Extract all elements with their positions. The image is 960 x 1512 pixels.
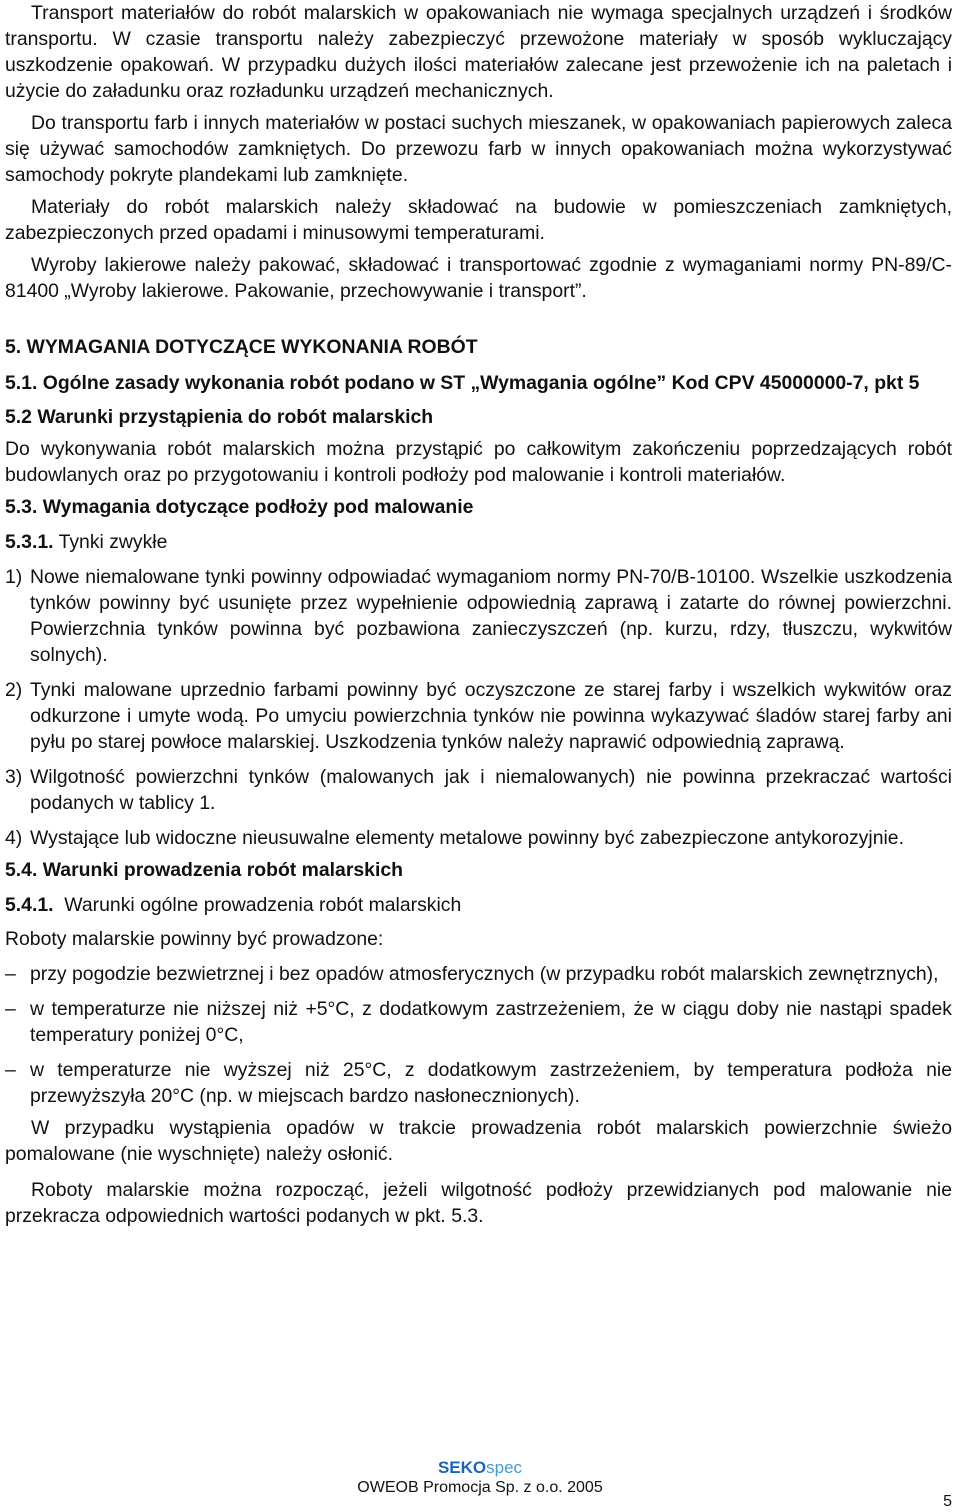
dash-list-item (5, 961, 952, 987)
list-item-number: 3) (5, 766, 23, 788)
start-paragraph: Roboty malarskie można rozpocząć, jeżeli wilgotność podłoży przewidzianych pod malowanie nie przekracza odpowiednich wartości podanych w pkt. 5.3. (5, 1179, 952, 1227)
dash-list-text: przy pogodzie bezwietrznej i bez opadów atmosferycznych (w przypadku robót malarskich zewnętrznych), (30, 963, 939, 985)
section-5-3-1-title: Tynki zwykłe (58, 531, 168, 553)
section-5-4-1-lead: Roboty malarskie powinny być prowadzone: (5, 928, 384, 950)
list-item (5, 564, 952, 668)
footer-company: OWEOB Promocja Sp. z o.o. 2005 (357, 1479, 603, 1496)
section-5-heading: 5. WYMAGANIA DOTYCZĄCE WYKONANIA ROBÓT (5, 336, 478, 358)
list-item-text: Wystające lub widoczne nieusuwalne elementy metalowe powinny być zabezpieczone antykorozyjnie. (30, 827, 904, 849)
numbered-list (5, 564, 952, 851)
dash-list-text: w temperaturze nie wyższej niż 25°C, z dodatkowym zastrzeżeniem, by temperatura podłoża nie przewyższyła 20°C (np. w miejscach bardzo nasłonecznionych). (30, 1059, 952, 1107)
dash-list (5, 961, 952, 1109)
section-5-4-heading: 5.4. Warunki prowadzenia robót malarskich (5, 859, 403, 881)
section-5-2-heading: 5.2 Warunki przystąpienia do robót malarskich (5, 406, 434, 428)
section-5-4-1-heading (5, 892, 952, 918)
dash-list-text: w temperaturze nie niższej niż +5°C, z dodatkowym zastrzeżeniem, że w ciągu doby nie nastąpi spadek temperatury poniżej 0°C, (30, 998, 952, 1046)
rain-paragraph: W przypadku wystąpienia opadów w trakcie prowadzenia robót malarskich powierzchnie świeżo pomalowane (nie wyschnięte) należy osłonić. (5, 1117, 952, 1165)
dash-marker: – (5, 963, 16, 985)
section-5-4-1-number: 5.4.1. (5, 894, 54, 916)
list-item-number: 4) (5, 827, 23, 849)
page-number: 5 (943, 1493, 952, 1510)
dash-list-item (5, 1057, 952, 1109)
section-5-3-1-heading (5, 529, 952, 555)
list-item-number: 1) (5, 566, 23, 588)
intro-paragraph-2: Do transportu farb i innych materiałów w postaci suchych mieszanek, w opakowaniach papierowych zaleca się używać samochodów zamkniętych. Do przewozu farb w innych opakowaniach można wykorzystywać samochody pokryte plandekami lub zamknięte. (5, 112, 952, 186)
document-page (5, 0, 952, 1229)
section-5-3-heading: 5.3. Wymagania dotyczące podłoży pod malowanie (5, 496, 474, 518)
intro-paragraph-4: Wyroby lakierowe należy pakować, składować i transportować zgodnie z wymaganiami normy PN-89/C-81400 „Wyroby lakierowe. Pakowanie, przechowywanie i transport”. (5, 254, 952, 302)
section-5-2-text: Do wykonywania robót malarskich można przystąpić po całkowitym zakończeniu poprzedzających robót budowlanych oraz po przygotowaniu i kontroli podłoży pod malowanie i kontroli materiałów. (5, 438, 952, 486)
list-item-text: Tynki malowane uprzednio farbami powinny być oczyszczone ze starej farby i wszelkich wykwitów oraz odkurzone i umyte wodą. Po umyciu powierzchnia tynków nie powinna wykazywać śladów starej farby ani pyłu po starej powłoce malarskiej. Uszkodzenia tynków należy naprawić odpowiednią zaprawą. (30, 679, 952, 753)
section-5-4-1-title: Warunki ogólne prowadzenia robót malarskich (64, 894, 462, 916)
list-item (5, 677, 952, 755)
list-item-text: Nowe niemalowane tynki powinny odpowiadać wymaganiom normy PN-70/B-10100. Wszelkie uszkodzenia tynków powinny być usunięte przez wypełnienie odpowiednią zaprawą i zatarte do równej powierzchni. Powierzchnia tynków powinna być pozbawiona zanieczyszczeń (np. kurzu, rdzy, tłuszczu, wykwitów solnych). (30, 566, 952, 666)
dash-marker: – (5, 1059, 16, 1081)
section-5-3-1-number: 5.3.1. (5, 531, 54, 553)
list-item-text: Wilgotność powierzchni tynków (malowanych jak i niemalowanych) nie powinna przekraczać wartości podanych w tablicy 1. (30, 766, 952, 814)
list-item (5, 825, 952, 851)
dash-list-item (5, 996, 952, 1048)
dash-marker: – (5, 998, 16, 1020)
company-logo: SEKOspec (437, 1458, 523, 1477)
intro-paragraph-1: Transport materiałów do robót malarskich w opakowaniach nie wymaga specjalnych urządzeń i środków transportu. W czasie transportu należy zabezpieczyć przewożone materiały w sposób wykluczający uszkodzenie opakowań. W przypadku dużych ilości materiałów zalecane jest przewożenie ich na paletach i użycie do załadunku oraz rozładunku urządzeń mechanicznych. (5, 2, 952, 102)
list-item (5, 764, 952, 816)
intro-paragraph-3: Materiały do robót malarskich należy składować na budowie w pomieszczeniach zamkniętych, zabezpieczonych przed opadami i minusowymi temperaturami. (5, 196, 952, 244)
list-item-number: 2) (5, 679, 23, 701)
section-5-1-heading: 5.1. Ogólne zasady wykonania robót podano w ST „Wymagania ogólne” Kod CPV 45000000-7, pkt 5 (5, 372, 920, 394)
footer (0, 1458, 960, 1498)
